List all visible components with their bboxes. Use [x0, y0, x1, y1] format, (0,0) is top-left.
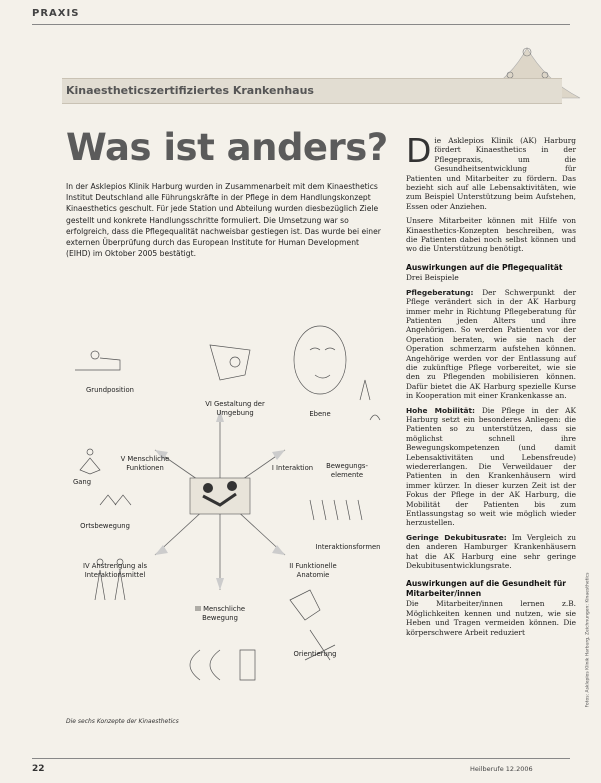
label-umgebung: VI Gestaltung der Umgebung [205, 400, 265, 417]
side-credit-text: Fotos: Asklepios Klinik Harburg, Zeichnungen: Kinaesthetics [585, 572, 591, 708]
label-bewegungselemente: Bewegungs-elemente [326, 462, 368, 479]
label-interaktionsformen: Interaktionsformen [315, 543, 381, 551]
paragraph-pflegeberatung [406, 288, 576, 401]
paragraph-mobilitaet [406, 406, 576, 528]
label-grundposition: Grundposition [86, 386, 134, 394]
page-number: 22 [32, 764, 45, 774]
label-menschliche-funktionen: V Menschliche Funktionen [120, 455, 170, 472]
lead-paragraph: In der Asklepios Klinik Harburg wurden in Zusammenarbeit mit dem Kinaesthetics Institut Deutschland alle Führungskräfte in der Pflege in dem Handlungskonzept Kinaesthetics geschult. Für jede Station und Abteilung wurden diesbezüglich Ziele gestellt und konkrete Handlungsschritte formuliert. Die Umsetzung war so erfolgreich, dass die Pflegequalität nachweisbar gestiegen ist. Das wurde bei einer externen Überprüfung durch das European Institute for Human Development (EIHD) im Oktober 2005 bestätigt. [66, 182, 381, 259]
label-gang: Gang [72, 478, 92, 486]
label-ebene: Ebene [309, 410, 331, 418]
subhead-pflegequalitaet: Auswirkungen auf die Pflegequalität [406, 262, 563, 272]
journal-issue: Heilberufe 12.2006 [470, 765, 533, 773]
lead-in-pflegeberatung: Pflegeberatung: [406, 287, 474, 297]
side-credit [583, 560, 591, 710]
label-ortsbewegung: Ortsbewegung [80, 522, 130, 530]
label-anatomie: II Funktionelle Anatomie [289, 562, 337, 579]
figure-caption: Die sechs Konzepte der Kinaesthetics [66, 718, 179, 725]
lead-in-mobilitaet: Hohe Mobilität: [406, 405, 475, 415]
article-title: Was ist anders? [66, 126, 388, 169]
kicker: Kinaestheticszertifiziertes Krankenhaus [66, 84, 314, 97]
text-dekubitus: Im Vergleich zu den anderen Hamburger Krankenhäusern hat die AK Harburg eine sehr geringe Dekubitusentwicklungsrate. [406, 532, 576, 571]
subhead-gesundheit: Auswirkungen auf die Gesundheit für Mitarbeiter/innen [406, 579, 567, 598]
center-figure-icon [190, 478, 250, 514]
concept-diagram [60, 300, 390, 740]
label-orientierung: Orientierung [293, 650, 337, 658]
label-interaktion: I Interaktion [271, 464, 314, 472]
subhead-beispiele: Drei Beispiele [406, 273, 459, 283]
text-pflegeberatung: Der Schwerpunkt der Pflege verändert sich in der AK Harburg immer mehr in Richtung Pflegeberatung für Patienten jeden Alters und ihre Angehörigen. So werden Patienten vor der Operation beraten, wie sie nach der Operation schmerzarm aufstehen können. Angehörige werden vor der Entlassung auf die zukünftige Pflege vorbereitet, wie sie den zu Pflegenden mobilisieren können. Dafür bietet die AK Harburg spezielle Kurse in Kooperation mit einer Krankenkasse an. [406, 287, 576, 401]
body-column [406, 131, 576, 642]
concept-figure [60, 300, 390, 740]
drop-cap: D [406, 131, 432, 170]
footer-rule [32, 758, 570, 759]
paragraph-gesundheit: Die Mitarbeiter/innen lernen z.B. Möglichkeiten kennen und nutzen, wie sie Heben und Tragen vermeiden können. Die körperschwere Arbeit reduziert [406, 599, 576, 637]
lead-in-dekubitus: Geringe Dekubitusrate: [406, 532, 507, 542]
section-rubric: PRAXIS [32, 8, 80, 19]
paragraph-2: Unsere Mitarbeiter können mit Hilfe von Kinaesthetics-Konzepten beschreiben, was die Patienten dabei noch selbst können und wo die Unterstützung benötigt. [406, 216, 576, 254]
intro-text: ie Asklepios Klinik (AK) Harburg fördert Kinaesthetics in der Pflegepraxis, um die Gesundheitsentwicklung für Patienten und Mitarbeiter zu fördern. Das bezieht sich auf alle Lebensaktivitäten, wie zum Beispiel Unterstützung beim Aufstehen, Essen oder Anziehen. [406, 136, 576, 211]
label-bewegung: III Menschliche Bewegung [194, 605, 246, 622]
intro-paragraph [406, 131, 576, 211]
paragraph-dekubitus [406, 533, 576, 571]
label-anstrengung: IV Anstrengung als Interaktionsmittel [82, 562, 148, 579]
text-mobilitaet: Die Pflege in der AK Harburg setzt ein besonderes Anliegen: die Patienten so zu unterstützen, dass sie möglichst schnell ihre Bewegungskompetenzen (und damit Lebensaktivitäten und Lebensfreude) wiedererlangen. Die Verweildauer der Patienten in den Krankenhäusern wird immer kürzer. In dieser kurzen Zeit ist der Fokus der Pflege in der AK Harburg, die Mobilität der Patienten bis zum Entlassungstag so weit wie möglich wieder herzustellen. [406, 405, 576, 528]
top-rule [32, 24, 570, 25]
